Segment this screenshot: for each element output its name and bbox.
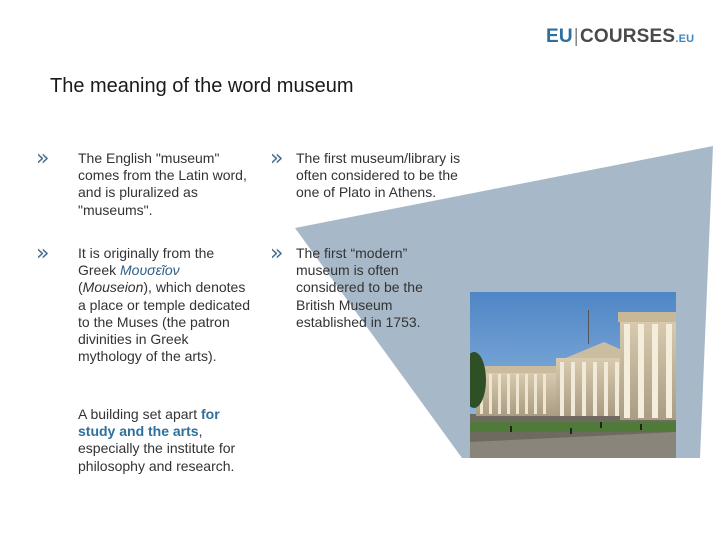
logo-separator: | [573,26,579,47]
logo-courses: COURSES [579,26,676,47]
double-chevron-right-icon: » [36,146,50,171]
double-chevron-right-icon: » [36,241,50,266]
double-chevron-right-icon: » [270,146,284,171]
bullet-first-museum [296,150,474,202]
definition-post: , especially the institute for philosophy and research. [78,423,236,474]
logo-tld: .EU [675,33,695,45]
bullet-modern-museum-text: The first “modern” museum is often considered to be the British Museum established in 1753. [296,245,423,330]
bullet-greek-pre: It is originally from the Greek [78,245,215,279]
bullet-modern-museum [296,245,456,331]
bullet-greek-origin [78,245,250,365]
british-museum-illustration [470,292,676,458]
bullet-latin-origin [78,150,248,219]
eu-courses-logo [546,26,694,48]
double-chevron-right-icon: » [270,241,284,266]
slide-title: The meaning of the word museum [50,75,354,97]
bullet-greek-mid: ( [78,279,83,296]
greek-word: Μουσεῖον [120,262,180,279]
definition-highlight: for study and the arts [78,406,220,440]
logo-eu: EU [546,26,573,47]
bullet-first-museum-text: The first museum/library is often considered to be the one of Plato in Athens. [296,150,461,201]
paragraph-definition [78,406,248,475]
definition-pre: A building set apart [78,406,201,422]
british-museum-photo [470,292,676,458]
bullet-greek-post: ), which denotes a place or temple dedicated to the Muses (the patron divinities in Greek mythology of the arts). [78,279,250,365]
bullet-latin-text: The English "museum" comes from the Latin word, and is pluralized as "museums". [78,150,247,218]
transliteration: Mouseion [82,279,144,296]
